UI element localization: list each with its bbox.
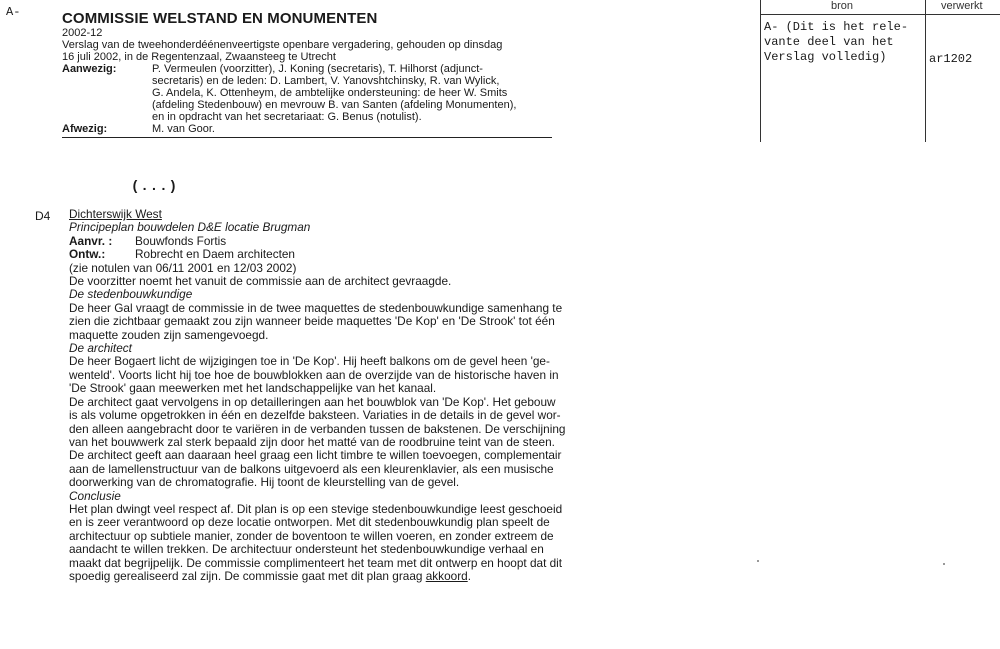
committee-title: COMMISSIE WELSTAND EN MONUMENTEN <box>62 10 378 27</box>
minutes-reference: (zie notulen van 06/11 2001 en 12/03 2002) <box>69 260 297 275</box>
agenda-item-body <box>69 208 584 583</box>
source-column-header: bron <box>831 0 854 12</box>
item-subtitle: Principeplan bouwdelen D&E locatie Brugman <box>69 220 311 235</box>
body-line: aan de lamellenstructuur van de balkons uitgevoerd als een kleurenklavier, als een musische <box>69 461 554 476</box>
archive-code: ar1202 <box>929 52 973 66</box>
body-line: aandacht te willen trekken. De architectuur ondersteunt het stedenbouwkundige verhaal en <box>69 542 544 557</box>
body-line: zien die zichtbaar gemaakt zou zijn wanneer beide maquettes 'De Kop' en 'De Strook' tot één <box>69 314 555 329</box>
source-note-line: Verslag volledig) <box>764 50 887 64</box>
report-description-line-2: 16 juli 2002, in de Regentenzaal, Zwaansteeg te Utrecht <box>62 51 336 63</box>
omission-marker: (...) <box>131 179 179 195</box>
present-label: Aanwezig: <box>62 63 117 75</box>
body-line: maakt dat begrijpelijk. De commissie complimenteert het team met dit ontwerp en hoopt dat dit <box>69 555 563 570</box>
present-line: G. Andela, K. Ottenheym, de ambtelijke ondersteuning: de heer W. Smits <box>152 87 508 99</box>
approval-word: akkoord <box>425 568 468 583</box>
source-note <box>764 20 924 65</box>
section-heading-conclusion: Conclusie <box>69 488 121 503</box>
document-header <box>62 10 552 138</box>
source-box-left-border <box>760 0 761 142</box>
present-line: secretaris) en de leden: D. Lambert, V. Yanovshtchinsky, R. van Wylick, <box>152 75 500 87</box>
report-description-line-1: Verslag van de tweehonderdéénenveertigste openbare vergadering, gehouden op dinsdag <box>62 39 503 51</box>
body-line: doorwerking van de chromatografie. Hij toont de kleurstelling van de gevel. <box>69 475 460 490</box>
scan-speck <box>943 563 945 565</box>
present-line: en in opdracht van het secretariaat: G. Benus (notulist). <box>152 111 422 123</box>
designer-value: Robrecht en Daem architecten <box>135 247 295 262</box>
closing-period: . <box>467 568 471 583</box>
closing-line <box>69 570 584 583</box>
present-row <box>62 63 552 123</box>
absent-value: M. van Goor. <box>152 123 215 135</box>
source-box-header-rule <box>760 14 1000 15</box>
body-line: maquette zouden zijn samengevoegd. <box>69 327 269 342</box>
absent-label: Afwezig: <box>62 123 108 135</box>
designer-row <box>69 248 584 261</box>
absent-row <box>62 123 552 135</box>
designer-label: Ontw.: <box>69 247 106 262</box>
item-title: Dichterswijk West <box>69 207 162 221</box>
body-line: en is zeer verantwoord op deze locatie ontworpen. Met dit stedenbouwkundig plan speelt de <box>69 515 550 530</box>
applicant-value: Bouwfonds Fortis <box>135 233 227 248</box>
applicant-row <box>69 235 584 248</box>
source-note-line: A- (Dit is het rele- <box>764 20 909 34</box>
margin-mark: A- <box>6 5 21 19</box>
header-rule <box>62 137 552 138</box>
present-line: (afdeling Stedenbouw) en mevrouw B. van Santen (afdeling Monumenten), <box>152 99 517 111</box>
body-line: wenteld'. Voorts licht hij toe hoe de bouwblokken aan de overzijde van de historische haven in <box>69 367 559 382</box>
body-line: De architect gaat vervolgens in op detailleringen aan het bouwblok van 'De Kop'. Het gebouw <box>69 394 556 409</box>
body-line: van het bouwwerk zal sterk bepaald zijn door het matté van de roodbruine teint van de steen. <box>69 434 555 449</box>
body-line: architectuur op subtiele manier, zonder de boventoon te willen voeren, en zonder extreem de <box>69 528 554 543</box>
body-line: De architect geeft aan daaraan heel graag een licht timbre te willen toevoegen, complementair <box>69 448 562 463</box>
section-heading-architect: De architect <box>69 341 132 356</box>
body-line: Het plan dwingt veel respect af. Dit plan is op een stevige stedenbouwkundige leest geschoeid <box>69 501 563 516</box>
body-line: is als volume opgetrokken in één en dezelfde baksteen. Variaties in de details in de gevel wor- <box>69 408 561 423</box>
body-line: 'De Strook' gaan meewerken met het landschappelijke van het kanaal. <box>69 381 437 396</box>
closing-text: spoedig gerealiseerd zal zijn. De commissie gaat met dit plan graag <box>69 568 426 583</box>
body-line: De heer Bogaert licht de wijzigingen toe in 'De Kop'. Hij heeft balkons om de gevel heen 'ge- <box>69 354 550 369</box>
scan-speck <box>757 560 759 562</box>
section-heading-urbanist: De stedenbouwkundige <box>69 287 193 302</box>
applicant-label: Aanvr. : <box>69 233 113 248</box>
source-box-divider <box>925 0 926 142</box>
source-box <box>760 0 1000 142</box>
source-note-line: vante deel van het <box>764 35 894 49</box>
present-line: P. Vermeulen (voorzitter), J. Koning (secretaris), T. Hilhorst (adjunct- <box>152 63 483 75</box>
processed-column-header: verwerkt <box>941 0 983 12</box>
agenda-item-code: D4 <box>35 209 51 223</box>
body-line: den alleen aangebracht door te variëren in de verbanden tussen de bakstenen. De verschijning <box>69 421 566 436</box>
present-list <box>152 63 516 123</box>
report-year: 2002-12 <box>62 27 103 39</box>
intro-text: De voorzitter noemt het vanuit de commissie aan de architect gevraagde. <box>69 274 452 289</box>
body-line: De heer Gal vraagt de commissie in de twee maquettes de stedenbouwkundige samenhang te <box>69 300 563 315</box>
